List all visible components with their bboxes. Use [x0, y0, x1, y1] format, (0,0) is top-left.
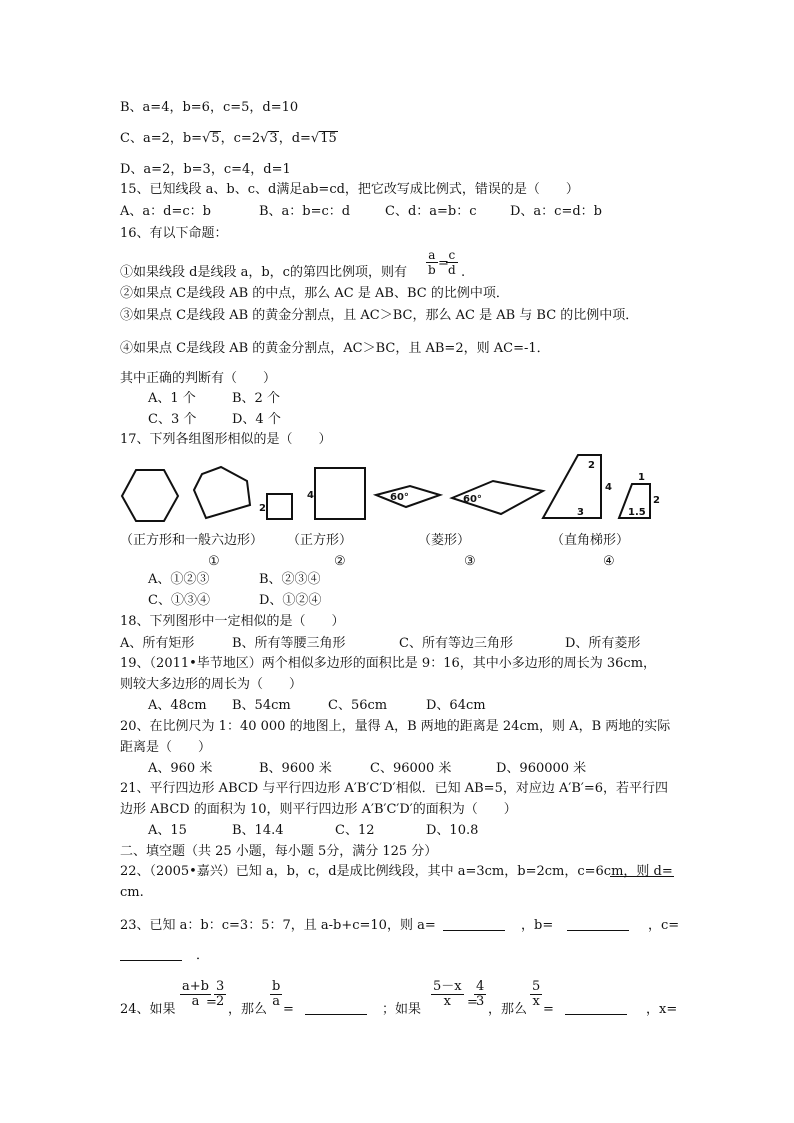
q22-line1: 22、（2005•嘉兴）已知 a，b，c，d是成比例线段，其中 a=3cm，b=2cm，c=6cm，则 d= — [120, 864, 673, 879]
label-trap1-side: 4 — [605, 482, 612, 493]
q16-stem: 16、有以下命题： — [120, 226, 228, 241]
q19-option-d: D、64cm — [426, 698, 486, 713]
fraction-numerator: 5 — [532, 979, 541, 994]
regular-hexagon — [122, 470, 178, 521]
label-rhombus-angle1: 60° — [390, 492, 409, 503]
q14-c-mid: ，c=2 — [220, 131, 261, 146]
fraction-numerator: 4 — [476, 979, 485, 994]
fraction-denominator: x — [532, 994, 540, 1009]
q23-b-label: ，b= — [521, 918, 554, 933]
q17-option-a: A、①②③ — [148, 572, 210, 587]
section-fill-in-heading: 二、填空题（共 25 小题，每小题 5分，满分 125 分） — [120, 844, 438, 859]
q24-frac3 — [270, 980, 282, 1009]
q24-frac6 — [530, 980, 542, 1009]
q24-eq1: = — [206, 995, 217, 1010]
q17-number-3: ③ — [464, 554, 476, 569]
q24-mid1: ，那么 — [228, 1002, 268, 1017]
q21-line1: 21、平行四边形 ABCD 与平行四边形 A′B′C′D′相似．已知 AB=5，对应边 A′B′=6，若平行四 — [120, 781, 668, 796]
label-rhombus-angle2: 60° — [463, 494, 482, 505]
q24-eq2: = — [283, 1002, 294, 1017]
q17-option-c: C、①③④ — [148, 593, 210, 608]
q14-c-mid2: ，d= — [278, 131, 311, 146]
q16-fraction-right — [446, 248, 458, 277]
q24-eq3: = — [467, 995, 478, 1010]
q17-number-4: ④ — [603, 554, 615, 569]
q21-option-b: B、14.4 — [232, 823, 284, 838]
q17-option-b: B、②③④ — [259, 572, 321, 587]
label-large-square: 4 — [307, 490, 314, 501]
q17-number-1: ① — [208, 554, 220, 569]
fraction-denominator: a — [272, 994, 281, 1009]
q23-text: 23、已知 a：b：c=3：5：7，且 a-b+c=10，则 a= — [120, 918, 436, 933]
q15-option-d: D、a：c=d：b — [510, 204, 602, 219]
q16-item3: ③如果点 C是线段 AB 的黄金分割点，且 AC＞BC，那么 AC 是 AB 与 BC 的比例中项． — [120, 308, 639, 323]
q19-option-a: A、48cm — [148, 698, 207, 713]
q17-figures — [110, 452, 680, 532]
q23-b-blank[interactable] — [567, 917, 629, 937]
q24-blank1[interactable] — [305, 1001, 367, 1021]
q21-line2: 边形 ABCD 的面积为 10，则平行四边形 A′B′C′D′的面积为（ ） — [120, 802, 517, 817]
q17-caption-2: （正方形） — [287, 533, 353, 548]
q22-line2: cm. — [120, 885, 144, 900]
q23-a-blank[interactable] — [443, 917, 505, 937]
q20-option-a: A、960 米 — [148, 761, 213, 776]
fraction-numerator: 5－x — [433, 979, 462, 994]
fraction-denominator: a — [191, 994, 200, 1009]
q17-option-d: D、①②④ — [259, 593, 322, 608]
q19-line1: 19、（2011•毕节地区）两个相似多边形的面积比是 9：16，其中小多边形的周长为 36cm， — [120, 656, 657, 671]
q24-frac5 — [474, 980, 486, 1009]
label-trap2-top: 1 — [638, 472, 645, 483]
q20-option-b: B、9600 米 — [259, 761, 332, 776]
q16-item4: ④如果点 C是线段 AB 的黄金分割点，AC＞BC，且 AB=2，则 AC=-1． — [120, 341, 550, 356]
q20-option-c: C、96000 米 — [370, 761, 452, 776]
irregular-hexagon — [194, 467, 250, 518]
sqrt-icon: √ — [310, 131, 320, 146]
q17-caption-1: （正方形和一般六边形） — [120, 533, 264, 548]
q17-number-2: ② — [334, 554, 346, 569]
q23-end: ． — [196, 948, 210, 963]
q18-stem: 18、下列图形中一定相似的是（ ） — [120, 614, 345, 629]
q24-frac2 — [214, 980, 226, 1009]
q19-option-c: C、56cm — [328, 698, 388, 713]
q24-mid3: ，那么 — [488, 1002, 528, 1017]
q16-option-d: D、4 个 — [232, 412, 281, 427]
fraction-denominator: 3 — [476, 994, 485, 1009]
q16-question: 其中正确的判断有（ ） — [120, 371, 277, 386]
q18-option-d: D、所有菱形 — [565, 636, 641, 651]
q21-option-d: D、10.8 — [426, 823, 479, 838]
q15-option-c: C、d：a=b：c — [385, 204, 477, 219]
q19-option-b: B、54cm — [232, 698, 291, 713]
label-trap1-top: 2 — [588, 460, 595, 471]
q14-c-root1: 5 — [211, 131, 220, 146]
q18-option-c: C、所有等边三角形 — [399, 636, 513, 651]
fraction-denominator: d — [448, 263, 456, 277]
q23-c-label: ，c= — [648, 918, 680, 933]
q22-answer-blank[interactable] — [610, 863, 674, 883]
fraction-denominator: x — [443, 994, 451, 1009]
q23-c-blank[interactable] — [120, 947, 182, 967]
q16-item2: ②如果点 C是线段 AB 的中点，那么 AC 是 AB、BC 的比例中项． — [120, 286, 509, 301]
sqrt-icon: √ — [202, 131, 211, 146]
fraction-numerator: 3 — [216, 979, 225, 994]
fraction-denominator: 2 — [216, 994, 225, 1009]
fraction-numerator: b — [272, 979, 281, 994]
q14-c-root3: 15 — [320, 131, 337, 146]
q21-option-a: A、15 — [148, 823, 187, 838]
label-trap2-side: 2 — [653, 495, 660, 506]
q14-option-d: D、a=2，b=3，c=4，d=1 — [120, 162, 291, 177]
q14-c-root2: 3 — [269, 131, 278, 146]
q16-item1-eq: = — [438, 256, 449, 271]
q15-option-b: B、a：b=c：d — [259, 204, 351, 219]
large-square — [315, 468, 365, 519]
q14-option-b: B、a=4，b=6，c=5，d=10 — [120, 100, 299, 115]
q14-c-prefix: C、a=2，b= — [120, 131, 203, 146]
q16-option-a: A、1 个 — [148, 391, 196, 406]
q21-option-c: C、12 — [335, 823, 375, 838]
q17-caption-3: （菱形） — [418, 533, 471, 548]
q15-option-a: A、a：d=c：b — [120, 204, 211, 219]
q24-eq4: = — [543, 1002, 554, 1017]
q24-mid2: ；如果 — [382, 1002, 422, 1017]
q20-line2: 距离是（ ） — [120, 740, 212, 755]
q24-frac4 — [431, 980, 464, 1009]
q24-end: ，x= — [646, 1002, 678, 1017]
q16-fraction-left — [426, 248, 438, 277]
fraction-numerator: a — [426, 248, 438, 263]
q16-option-c: C、3 个 — [148, 412, 197, 427]
fraction-denominator: b — [428, 263, 436, 277]
q20-option-d: D、960000 米 — [496, 761, 587, 776]
fraction-numerator: a+b — [182, 979, 209, 994]
label-trap1-bottom: 3 — [577, 507, 584, 518]
q16-option-b: B、2 个 — [232, 391, 280, 406]
q16-item1: ①如果线段 d是线段 a，b，c的第四比例项，则有 — [120, 265, 407, 280]
q17-stem: 17、下列各组图形相似的是（ ） — [120, 432, 332, 447]
q15-stem: 15、已知线段 a、b、c、d满足ab=cd，把它改写成比例式，错误的是（ ） — [120, 182, 579, 197]
q18-option-a: A、所有矩形 — [120, 636, 195, 651]
q24-prefix: 24、如果 — [120, 1002, 176, 1017]
sqrt-icon: √ — [260, 131, 269, 146]
q17-caption-4: （直角梯形） — [551, 533, 630, 548]
q24-blank2[interactable] — [565, 1001, 627, 1021]
q14-option-c — [120, 130, 338, 148]
fraction-numerator: c — [446, 248, 458, 263]
q18-option-b: B、所有等腰三角形 — [232, 636, 346, 651]
q19-line2: 则较大多边形的周长为（ ） — [120, 677, 303, 692]
label-small-square: 2 — [259, 503, 266, 514]
small-square — [267, 494, 292, 519]
q16-item1-end: . — [461, 265, 466, 280]
q20-line1: 20、在比例尺为 1：40 000 的地图上，量得 A，B 两地的距离是 24cm，则 A，B 两地的实际 — [120, 719, 671, 734]
label-trap2-bottom: 1.5 — [628, 507, 646, 518]
